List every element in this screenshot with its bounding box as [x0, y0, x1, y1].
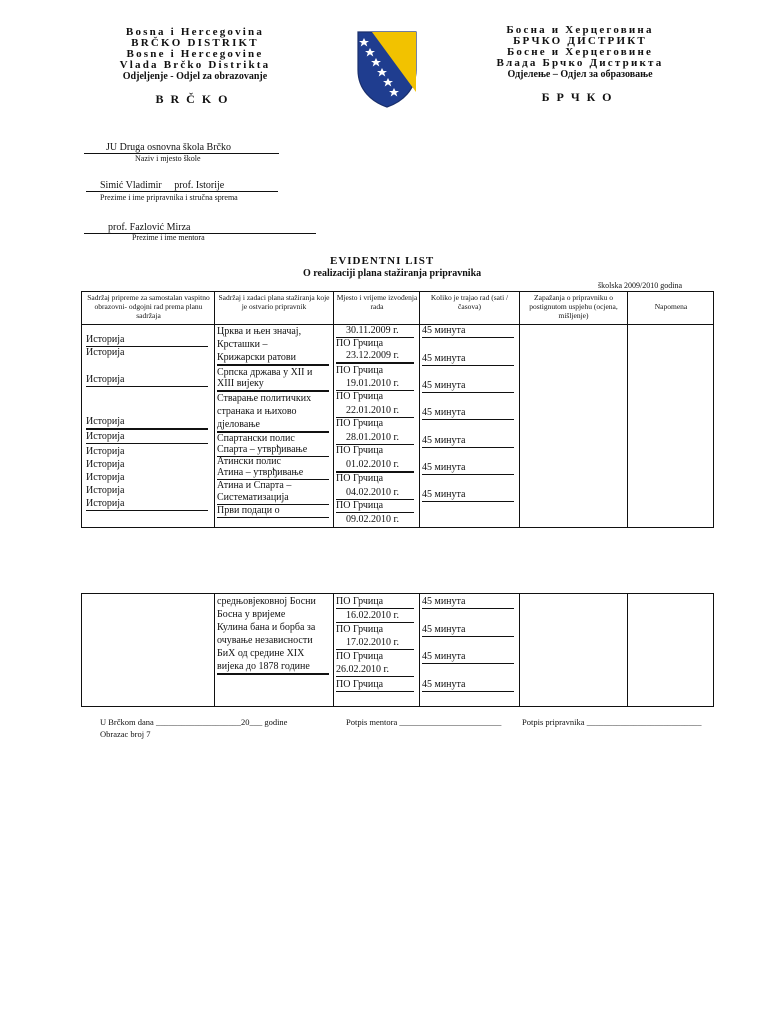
topic-cell: странака и њихово	[217, 406, 297, 417]
topic-cell: Спарта – утврђивање	[217, 444, 329, 457]
topic-cell: средњовјековној Босни	[217, 596, 316, 607]
topic-cell: Атина и Спарта –	[217, 480, 292, 491]
subject-cell: Историја	[86, 334, 208, 347]
header-left	[100, 27, 290, 105]
duration-cell: 45 минута	[422, 380, 514, 393]
date-cell: 16.02.2010 г.	[336, 610, 414, 623]
topic-cell: Први подаци о	[217, 505, 329, 518]
duration-cell: 45 минута	[422, 407, 514, 420]
header-duration: Koliko je trajao rad (sati / časova)	[430, 293, 509, 311]
header-left-city: BRČKO	[155, 92, 235, 106]
date-cell: 26.02.2010 г.	[336, 664, 414, 677]
trainee-signature-line: Potpis pripravnika ___________________________	[522, 717, 702, 727]
school-caption: Naziv i mjesto škole	[135, 154, 201, 163]
topic-cell: Атина – утврђивање	[217, 467, 329, 480]
location-cell: ПО Грчица	[336, 365, 384, 376]
topic-cell: Кулина бана и борба за	[217, 622, 316, 633]
school-year: školska 2009/2010 godina	[598, 281, 682, 290]
record-table-2	[81, 593, 714, 707]
header-preparation-content: Sadržaj pripreme za samostalan vaspitno obrazovni- odgojni rad prema planu sadržaja	[87, 293, 210, 320]
school-value: JU Druga osnovna škola Brčko	[84, 142, 279, 154]
location-cell: ПО Грчица	[336, 624, 384, 635]
header-left-line2: BRČKO DISTRIKT	[131, 37, 259, 49]
duration-cell: 45 минута	[422, 325, 514, 338]
subject-cell: Историја	[86, 431, 208, 444]
header-left-line5: Odjeljenje - Odjel za obrazovanje	[122, 71, 268, 82]
duration-cell: 45 минута	[422, 679, 514, 692]
duration-cell: 45 минута	[422, 435, 514, 448]
date-cell: 01.02.2010 г.	[336, 459, 414, 473]
topic-cell: Српска држава у XII и	[217, 367, 313, 378]
header-right-line1: Босна и Херцеговина	[506, 24, 654, 36]
mentor-caption: Prezime i ime mentora	[132, 233, 205, 242]
topic-cell: Крижарски ратови	[217, 352, 329, 366]
location-cell: ПО Грчица	[336, 473, 384, 484]
location-cell: ПО Грчица	[336, 338, 384, 349]
subject-cell: Историја	[86, 498, 208, 511]
subject-cell: Историја	[86, 446, 125, 457]
location-cell: ПО Грчица	[336, 445, 384, 456]
date-cell: 28.01.2010 г.	[336, 432, 414, 445]
date-cell: 09.02.2010 г.	[346, 514, 399, 525]
location-cell: ПО Грчица	[336, 391, 384, 402]
header-place-time: Mjesto i vrijeme izvođenja rada	[336, 293, 418, 311]
form-number: Obrazac broj 7	[100, 729, 151, 739]
date-cell: 30.11.2009 г.	[336, 325, 414, 338]
header-right-city: БРЧКО	[541, 90, 619, 104]
record-table-1	[81, 291, 714, 528]
trainee-field	[86, 180, 278, 192]
header-left-line1: Bosna i Hercegovina	[125, 26, 265, 38]
topic-cell: вијека до 1878 године	[217, 661, 329, 675]
place-date-line: U Brčkom dana ____________________20___ godine	[100, 717, 288, 727]
topic-cell: XIII вијеку	[217, 378, 329, 392]
duration-cell: 45 минута	[422, 462, 514, 475]
topic-cell: Атински полис	[217, 456, 281, 467]
topic-cell: Спартански полис	[217, 433, 295, 444]
location-cell: ПО Грчица	[336, 500, 414, 513]
topic-cell: Крсташки –	[217, 339, 268, 350]
duration-cell: 45 минута	[422, 353, 514, 366]
date-cell: 23.12.2009 г.	[336, 350, 414, 364]
subject-cell: Историја	[86, 459, 125, 470]
school-field	[84, 142, 279, 154]
date-cell: 17.02.2010 г.	[336, 637, 414, 650]
date-cell: 19.01.2010 г.	[336, 378, 414, 391]
document-subtitle: O realizaciji plana stažiranja pripravnika	[303, 268, 482, 279]
coat-of-arms-emblem	[356, 30, 418, 108]
header-plan-content: Sadržaj i zadaci plana stažiranja koje je ostvario pripravnik	[218, 293, 330, 311]
location-cell: ПО Грчица	[336, 679, 414, 692]
mentor-value: prof. Fazlović Mirza	[84, 222, 316, 234]
header-right-line4: Влада Брчко Дистрикта	[496, 57, 664, 69]
subject-cell: Историја	[86, 485, 125, 496]
topic-cell: Систематизација	[217, 492, 329, 505]
header-right-line3: Босне и Херцеговине	[506, 46, 654, 58]
location-cell: ПО Грчица	[336, 418, 384, 429]
duration-cell: 45 минута	[422, 624, 514, 637]
header-note: Napomena	[654, 302, 688, 311]
header-right-line2: БРЧКО ДИСТРИКТ	[513, 35, 647, 47]
header-right-line5: Одјелење – Одјел за образовање	[507, 69, 653, 80]
duration-cell: 45 минута	[422, 596, 514, 609]
trainee-caption: Prezime i ime pripravnika i stručna sprema	[100, 193, 238, 202]
subject-cell: Историја	[86, 472, 125, 483]
header-left-line3: Bosne i Hercegovine	[126, 48, 264, 60]
header-right	[480, 25, 680, 103]
trainee-value: Simić Vladimir prof. Istorije	[86, 180, 278, 192]
subject-cell: Историја	[86, 374, 208, 387]
topic-cell: дјеловање	[217, 419, 329, 433]
header-left-line4: Vlada Brčko Distrikta	[119, 59, 271, 71]
topic-cell: БиХ од средине XIX	[217, 648, 305, 659]
document-title: EVIDENTNI LIST	[330, 255, 435, 267]
date-cell: 22.01.2010 г.	[336, 405, 414, 418]
location-cell: ПО Грчица	[336, 596, 414, 609]
topic-cell: очување независности	[217, 635, 313, 646]
topic-cell: Црква и њен значај,	[217, 326, 302, 337]
location-cell: ПО Грчица	[336, 651, 384, 662]
date-cell: 04.02.2010 г.	[336, 487, 414, 500]
subject-cell: Историја	[86, 347, 125, 358]
subject-cell: Историја	[86, 416, 208, 430]
duration-cell: 45 минута	[422, 651, 514, 664]
mentor-signature-line: Potpis mentora ________________________	[346, 717, 502, 727]
topic-cell: Босна у вријеме	[217, 609, 286, 620]
header-observations: Zapažanja o pripravniku o postignutom uspjehu (ocjena, mišljenje)	[529, 293, 618, 320]
topic-cell: Стварање политичких	[217, 393, 312, 404]
duration-cell: 45 минута	[422, 489, 514, 502]
